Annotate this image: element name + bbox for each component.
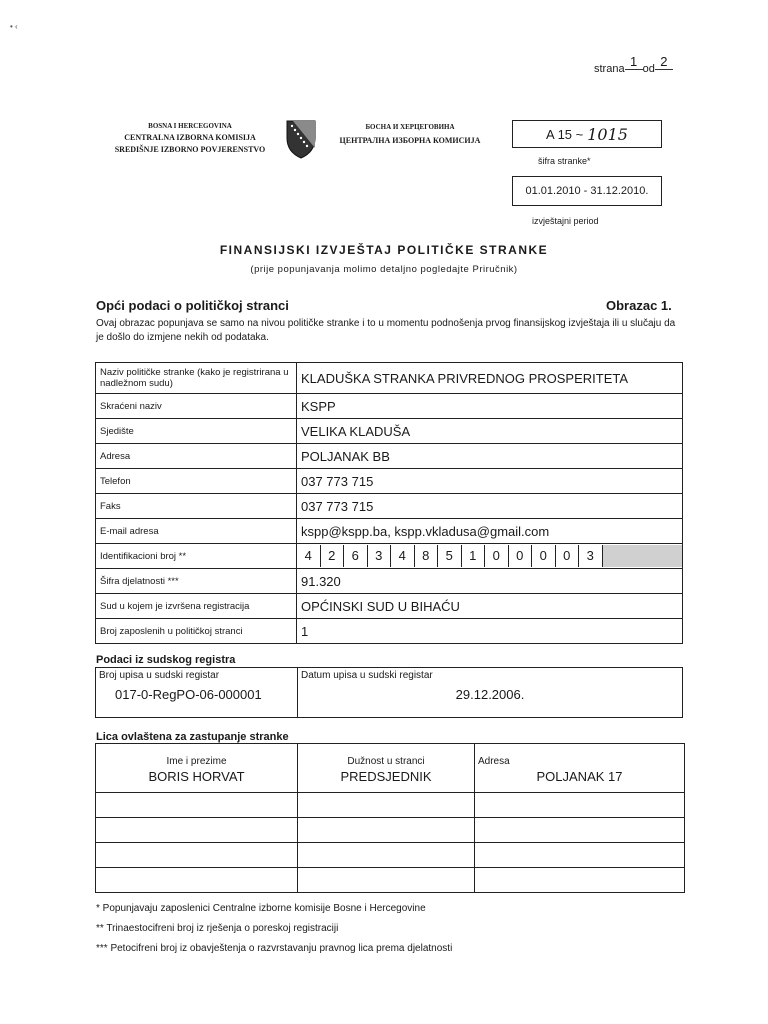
rep-address-value: POLJANAK 17 [536, 769, 623, 784]
table-row [96, 619, 683, 644]
table-row [96, 494, 683, 519]
form-number: Obrazac 1. [606, 298, 672, 313]
seat-label: Sjedište [96, 419, 297, 444]
general-info-table [95, 362, 683, 644]
footnote-2: ** Trinaestocifreni broj iz rješenja o poreskoj registraciji [96, 923, 339, 934]
registry-date-value: 29.12.2006. [455, 687, 525, 702]
representatives-table [95, 743, 685, 893]
registry-number-label: Broj upisa u sudski registar [99, 670, 220, 681]
id-digit-blank [603, 545, 683, 567]
empty-cell [96, 868, 298, 893]
phone-value: 037 773 715 [297, 469, 683, 494]
table-row [96, 793, 685, 818]
empty-cell [96, 843, 298, 868]
section-title: Opći podaci o političkoj stranci [96, 298, 289, 313]
phone-label: Telefon [96, 469, 297, 494]
party-code-box [512, 120, 662, 148]
id-digit: 4 [391, 545, 415, 567]
page-counter-sep: od [642, 63, 655, 75]
address-label: Adresa [96, 444, 297, 469]
id-digit: 0 [556, 545, 580, 567]
document-title: FINANSIJSKI IZVJEŠTAJ POLITIČKE STRANKE [219, 243, 549, 257]
court-label: Sud u kojem je izvršena registracija [96, 594, 297, 619]
id-digit: 0 [509, 545, 533, 567]
party-name-value: KLADUŠKA STRANKA PRIVREDNOG PROSPERITETA [297, 363, 683, 394]
employees-value: 1 [297, 619, 683, 644]
fax-label: Faks [96, 494, 297, 519]
id-digit: 2 [321, 545, 345, 567]
header-cyrillic [320, 120, 500, 148]
address-value: POLJANAK BB [297, 444, 683, 469]
bih-coat-of-arms-icon [284, 118, 318, 160]
id-digit: 3 [579, 545, 603, 567]
table-row [96, 469, 683, 494]
document-subtitle: (prije popunjavanja molimo detaljno pogledajte Priručnik) [250, 264, 518, 275]
short-name-value: KSPP [297, 394, 683, 419]
registry-number-value: 017-0-RegPO-06-000001 [115, 687, 262, 702]
header-commission-latin: CENTRALNA IZBORNA KOMISIJA [124, 133, 256, 142]
registry-section-title: Podaci iz sudskog registra [96, 654, 236, 666]
empty-cell [475, 868, 685, 893]
report-period-box: 01.01.2010 - 31.12.2010. [512, 176, 662, 206]
email-value: kspp@kspp.ba, kspp.vkladusa@gmail.com [297, 519, 683, 544]
registry-number-cell [96, 668, 298, 718]
empty-cell [298, 868, 475, 893]
empty-cell [475, 843, 685, 868]
table-row [96, 444, 683, 469]
page-counter [594, 54, 673, 76]
short-name-label: Skraćeni naziv [96, 394, 297, 419]
header-latin [100, 120, 280, 156]
table-row [96, 744, 685, 793]
email-label: E-mail adresa [96, 519, 297, 544]
table-row [96, 519, 683, 544]
report-period-label: izvještajni period [532, 216, 599, 226]
table-row [96, 668, 683, 718]
empty-cell [96, 818, 298, 843]
table-row [96, 569, 683, 594]
table-row [96, 594, 683, 619]
id-digit: 4 [297, 545, 321, 567]
table-row [96, 394, 683, 419]
section-intro: Ovaj obrazac popunjava se samo na nivou političke stranke i to u momentu podnošenja prvog finansijskog izvještaja ili u slučaju da je došlo do izmjene nekih od podataka. [96, 318, 676, 343]
empty-cell [475, 818, 685, 843]
table-row [96, 818, 685, 843]
party-code-label: šifra stranke* [538, 156, 591, 166]
table-row [96, 868, 685, 893]
page-current: 1 [625, 54, 643, 70]
activity-code-label: Šifra djelatnosti *** [96, 569, 297, 594]
col-header-duty: Dužnost u stranci [347, 756, 425, 767]
registry-date-label: Datum upisa u sudski registar [301, 670, 433, 681]
representatives-section-title: Lica ovlaštena za zastupanje stranke [96, 731, 289, 743]
registry-table [95, 667, 683, 718]
id-number-value [297, 544, 683, 569]
header-country-cyrillic: БОСНА И ХЕРЦЕГОВИНА [365, 123, 455, 131]
id-digit: 0 [532, 545, 556, 567]
party-code-handwritten: 1015 [587, 124, 628, 144]
employees-label: Broj zaposlenih u političkoj stranci [96, 619, 297, 644]
activity-code-value: 91.320 [297, 569, 683, 594]
court-value: OPĆINSKI SUD U BIHAĆU [297, 594, 683, 619]
id-digit: 8 [415, 545, 439, 567]
rep-duty-value: PREDSJEDNIK [340, 769, 432, 784]
registry-date-cell [298, 668, 683, 718]
fax-value: 037 773 715 [297, 494, 683, 519]
party-name-label: Naziv političke stranke (kako je registrirana u nadležnom sudu) [96, 363, 297, 394]
id-digit: 1 [462, 545, 486, 567]
rep-address-cell [475, 744, 685, 793]
party-code-printed: A 15 ~ [546, 126, 584, 142]
header-commission-cyrillic: ЦЕНТРАЛНА ИЗБОРНА КОМИСИЈА [339, 136, 481, 145]
table-row [96, 544, 683, 569]
table-row [96, 419, 683, 444]
empty-cell [96, 793, 298, 818]
col-header-name: Ime i prezime [166, 756, 227, 767]
empty-cell [298, 818, 475, 843]
page-total: 2 [655, 54, 673, 70]
table-row [96, 843, 685, 868]
empty-cell [298, 843, 475, 868]
id-digit: 5 [438, 545, 462, 567]
id-digit: 3 [368, 545, 392, 567]
rep-duty-cell [298, 744, 475, 793]
footnote-3: *** Petocifreni broj iz obavještenja o razvrstavanju pravnog lica prema djelatnosti [96, 943, 453, 954]
id-digit: 0 [485, 545, 509, 567]
id-digit: 6 [344, 545, 368, 567]
footnote-1: * Popunjavaju zaposlenici Centralne izborne komisije Bosne i Hercegovine [96, 903, 426, 914]
table-row [96, 363, 683, 394]
scan-artifact: • ‹ [10, 22, 18, 31]
seat-value: VELIKA KLADUŠA [297, 419, 683, 444]
empty-cell [475, 793, 685, 818]
header-country-latin: BOSNA I HERCEGOVINA [148, 122, 232, 130]
id-number-label: Identifikacioni broj ** [96, 544, 297, 569]
empty-cell [298, 793, 475, 818]
col-header-address: Adresa [478, 756, 510, 767]
rep-name-value: BORIS HORVAT [148, 769, 245, 784]
header-commission-croatian: SREDIŠNJE IZBORNO POVJERENSTVO [114, 145, 266, 154]
page-counter-prefix: strana [594, 63, 625, 75]
rep-name-cell [96, 744, 298, 793]
